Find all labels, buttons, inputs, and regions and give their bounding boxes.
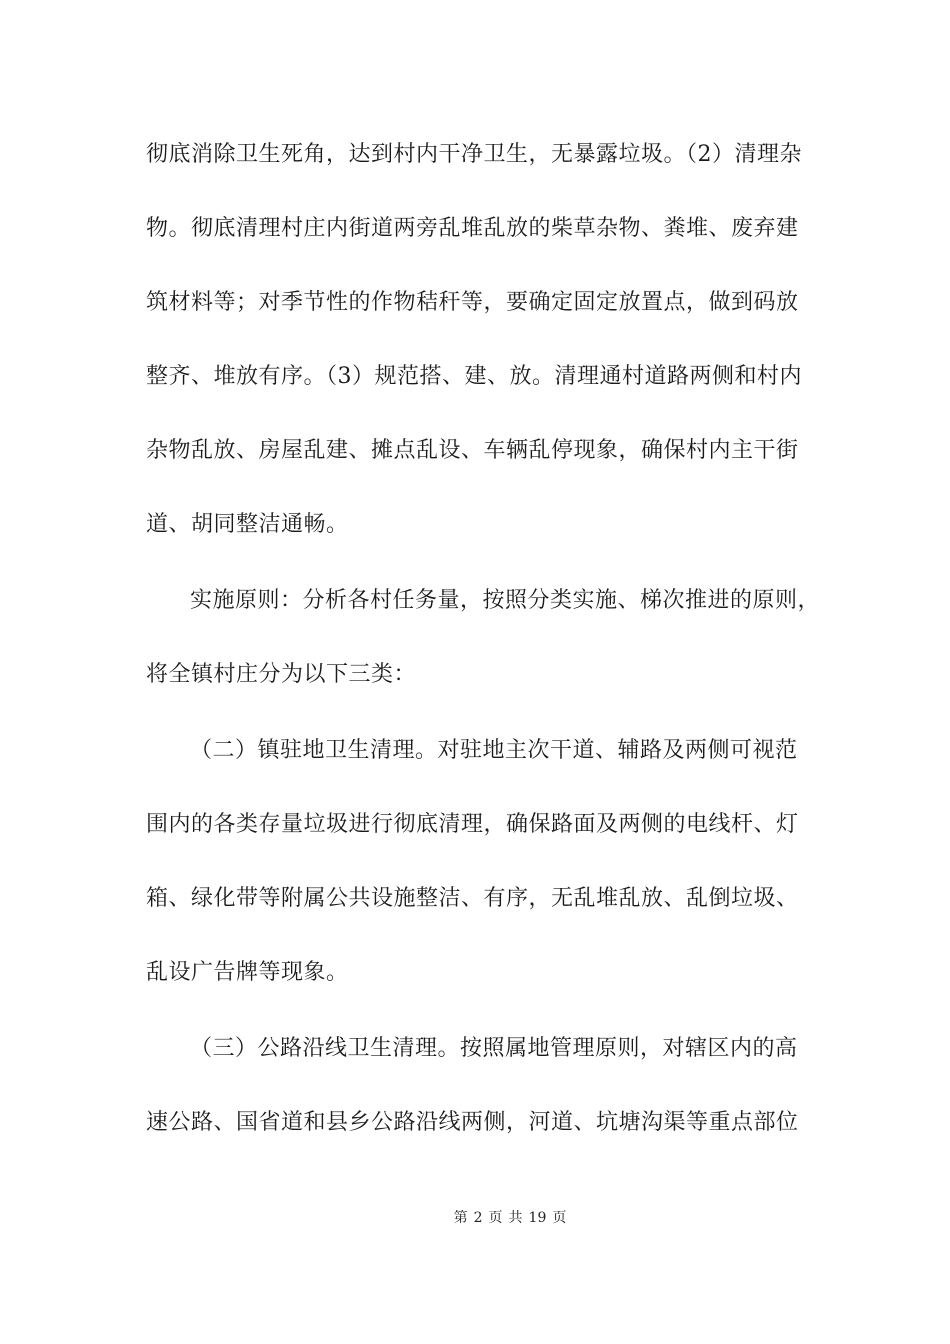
text-line: 速公路、国省道和县乡公路沿线两侧，河道、坑塘沟渠等重点部位 <box>146 1110 799 1135</box>
page-footer <box>0 1209 950 1227</box>
footer-total-prefix: 共 <box>508 1210 523 1226</box>
text-line: 物。彻底清理村庄内街道两旁乱堆乱放的柴草杂物、粪堆、废弃建 <box>146 216 799 241</box>
text-line: 乱设广告牌等现象。 <box>146 960 349 985</box>
text-line: （二）镇驻地卫生清理。对驻地主次干道、辅路及两侧可视范 <box>190 738 798 763</box>
footer-prefix: 第 <box>453 1210 468 1226</box>
page-number: 2 <box>473 1210 483 1226</box>
text-line: 实施原则：分析各村任务量，按照分类实施、梯次推进的原则， <box>190 588 821 613</box>
text-line: （三）公路沿线卫生清理。按照属地管理原则，对辖区内的高 <box>190 1036 798 1061</box>
text-line: 筑材料等；对季节性的作物秸秆等，要确定固定放置点，做到码放 <box>146 290 799 315</box>
text-line: 彻底消除卫生死角，达到村内干净卫生，无暴露垃圾。（2）清理杂 <box>146 142 802 167</box>
text-line: 整齐、堆放有序。（3）规范搭、建、放。清理通村道路两侧和村内 <box>146 364 802 389</box>
text-line: 箱、绿化带等附属公共设施整洁、有序，无乱堆乱放、乱倒垃圾、 <box>146 886 799 911</box>
text-line: 道、胡同整洁通畅。 <box>146 512 349 537</box>
footer-total-unit: 页 <box>552 1210 567 1226</box>
text-line: 将全镇村庄分为以下三类： <box>146 662 417 687</box>
footer-page-unit: 页 <box>488 1210 503 1226</box>
page-total: 19 <box>528 1210 547 1226</box>
text-line: 围内的各类存量垃圾进行彻底清理，确保路面及两侧的电线杆、灯 <box>146 812 799 837</box>
text-line: 杂物乱放、房屋乱建、摊点乱设、车辆乱停现象，确保村内主干街 <box>146 438 799 463</box>
